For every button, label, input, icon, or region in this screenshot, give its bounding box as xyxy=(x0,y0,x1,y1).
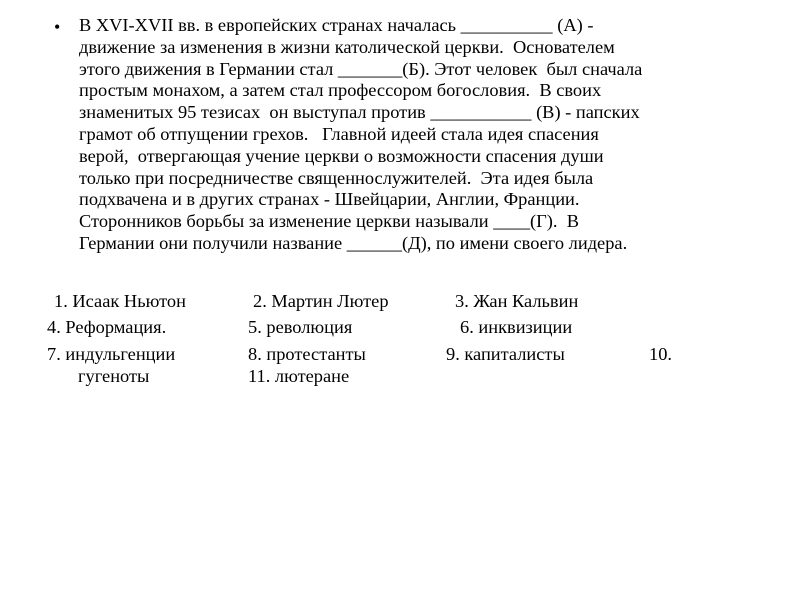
paragraph-line: В XVI-XVII вв. в европейских странах началась __________ (А) - xyxy=(79,15,594,35)
option-10-text: гугеноты xyxy=(78,366,150,386)
paragraph-line: знаменитых 95 тезисах он выступал против ___________ (В) - папских xyxy=(79,102,640,123)
option-5: 5. революция xyxy=(248,317,353,337)
option-3: 3. Жан Кальвин xyxy=(455,291,579,311)
option-2: 2. Мартин Лютер xyxy=(253,291,389,311)
paragraph-line: подхвачена и в других странах - Швейцарии, Англии, Франции. xyxy=(79,189,580,210)
option-4: 4. Реформация. xyxy=(47,317,167,337)
paragraph-line: только при посредничестве священнослужителей. Эта идея была xyxy=(79,167,594,188)
option-6: 6. инквизиции xyxy=(460,317,573,337)
option-7: 7. индульгенции xyxy=(47,344,176,364)
option-10-number: 10. xyxy=(649,344,672,364)
paragraph-line: простым монахом, а затем стал профессором богословия. В своих xyxy=(79,80,602,101)
paragraph-line: верой, отвергающая учение церкви о возможности спасения души xyxy=(79,145,604,166)
option-1: 1. Исаак Ньютон xyxy=(54,291,186,311)
option-8: 8. протестанты xyxy=(248,344,366,364)
paragraph-line: движение за изменения в жизни католической церкви. Основателем xyxy=(79,36,615,57)
paragraph-line: Сторонников борьбы за изменение церкви называли ____(Г). В xyxy=(79,211,579,232)
option-11: 11. лютеране xyxy=(248,366,350,386)
option-9: 9. капиталисты xyxy=(446,344,565,364)
paragraph-line: Германии они получили название ______(Д), по имени своего лидера. xyxy=(79,232,628,253)
task-paragraph xyxy=(79,15,779,255)
paragraph-line: грамот об отпущении грехов. Главной идеей стала идея спасения xyxy=(79,123,599,144)
bullet-marker: • xyxy=(54,17,61,37)
paragraph-line: этого движения в Германии стал _______(Б). Этот человек был сначала xyxy=(79,58,643,79)
